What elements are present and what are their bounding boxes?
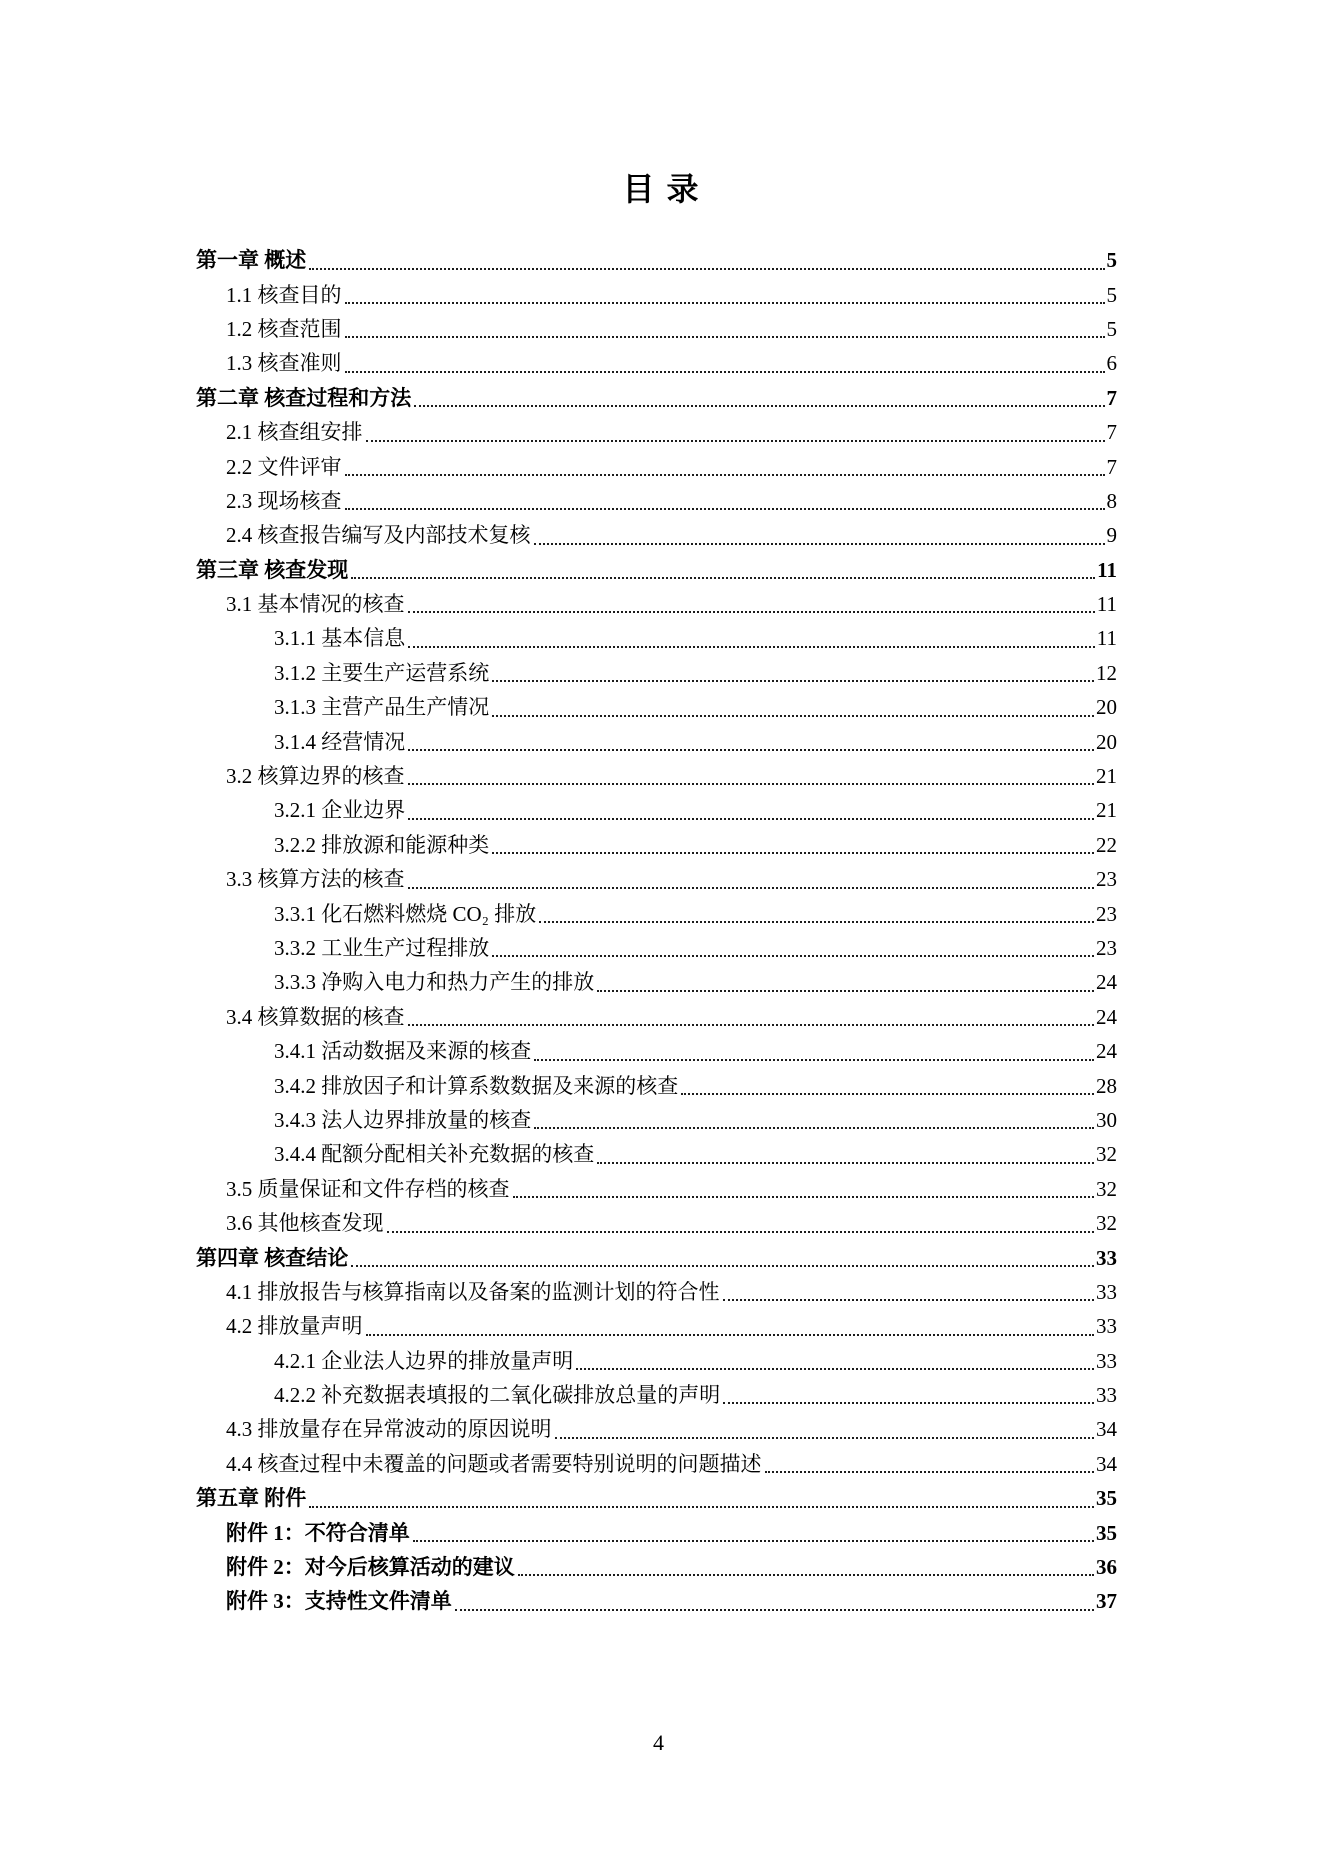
toc-dot-leader [492,931,1094,957]
toc-entry[interactable] [196,759,1117,793]
toc-entry[interactable] [196,1584,1117,1618]
toc-dot-leader [408,793,1094,819]
toc-entry-page: 7 [1106,385,1117,410]
toc-entry-page: 20 [1096,729,1117,754]
toc-entry[interactable] [196,415,1117,449]
toc-entry-page: 24 [1096,970,1117,995]
toc-entry[interactable] [196,1241,1117,1275]
toc-entry-label: 附件 2：对今后核算活动的建议 [226,1555,515,1580]
toc-dot-leader [408,587,1095,613]
toc-entry-label: 2.4 核查报告编写及内部技术复核 [226,523,531,548]
toc-dot-leader [408,1000,1095,1026]
toc-entry-page: 22 [1096,832,1117,857]
toc-entry-page: 8 [1106,488,1117,513]
toc-entry-label: 1.1 核查目的 [226,282,342,307]
toc-entry-label: 3.3.2 工业生产过程排放 [274,936,490,960]
toc-entry-page: 7 [1106,454,1117,479]
toc-entry-label: 1.2 核查范围 [226,316,342,341]
toc-dot-leader [408,862,1095,888]
toc-dot-leader [492,828,1094,854]
toc-entry[interactable] [196,518,1117,552]
toc-entry-label: 第四章 核查结论 [196,1245,349,1270]
toc-entry[interactable] [196,1516,1117,1550]
toc-entry-page: 23 [1096,867,1117,892]
toc-entry-page: 35 [1096,1520,1117,1545]
toc-dot-leader [309,243,1104,269]
toc-entry[interactable] [196,1206,1117,1240]
toc-entry-label: 3.1.2 主要生产运营系统 [274,660,490,685]
toc-entry-page: 37 [1096,1589,1117,1614]
toc-entry[interactable] [196,1069,1117,1103]
toc-entry[interactable] [196,656,1117,690]
toc-entry-page: 33 [1096,1245,1117,1270]
toc-entry-page: 32 [1096,1142,1117,1167]
toc-entry[interactable] [196,1412,1117,1446]
toc-entry-label: 第五章 附件 [196,1486,307,1511]
toc-entry[interactable] [196,897,1117,931]
toc-entry[interactable] [196,828,1117,862]
toc-entry-label: 3.4.4 配额分配相关补充数据的核查 [274,1142,595,1167]
toc-entry-page: 33 [1096,1314,1117,1339]
toc-entry-label: 3.3.3 净购入电力和热力产生的排放 [274,970,595,995]
toc-entry[interactable] [196,381,1117,415]
toc-entry[interactable] [196,450,1117,484]
toc-dot-leader [518,1550,1094,1576]
toc-entry[interactable] [196,243,1117,277]
toc-entry-page: 30 [1096,1107,1117,1132]
toc-entry-label: 2.3 现场核查 [226,488,342,513]
toc-dot-leader [681,1069,1094,1095]
toc-dot-leader [309,1481,1094,1507]
toc-entry-page: 36 [1096,1555,1117,1580]
toc-entry[interactable] [196,793,1117,827]
toc-dot-leader [492,656,1094,682]
toc-entry[interactable] [196,1447,1117,1481]
toc-entry-page: 24 [1096,1004,1117,1029]
toc-entry-label: 第一章 概述 [196,248,307,273]
toc-entry-label: 2.1 核查组安排 [226,420,363,445]
toc-dot-leader [408,725,1094,751]
toc-entry[interactable] [196,278,1117,312]
toc-entry-label: 第三章 核查发现 [196,557,349,582]
toc-dot-leader [597,965,1094,991]
toc-entry[interactable] [196,621,1117,655]
toc-entry[interactable] [196,1344,1117,1378]
toc-entry[interactable] [196,1309,1117,1343]
toc-entry-label: 4.2.2 补充数据表填报的二氧化碳排放总量的声明 [274,1383,721,1408]
toc-entry-page: 32 [1096,1211,1117,1236]
toc-entry-page: 5 [1106,248,1117,273]
toc-dot-leader [413,1516,1094,1542]
toc-entry-label: 3.2 核算边界的核查 [226,764,405,789]
toc-entry-label: 4.2 排放量声明 [226,1314,363,1339]
toc-entry-label: 4.2.1 企业法人边界的排放量声明 [274,1348,574,1373]
toc-dot-leader [534,518,1105,544]
toc-entry-page: 21 [1096,764,1117,789]
toc-entry-page: 23 [1096,936,1117,960]
toc-entry[interactable] [196,1034,1117,1068]
toc-dot-leader [345,484,1105,510]
toc-entry-page: 11 [1096,592,1117,617]
toc-entry-page: 33 [1096,1279,1117,1304]
toc-dot-leader [765,1447,1095,1473]
toc-entry-page: 20 [1096,695,1117,720]
toc-dot-leader [345,450,1105,476]
toc-entry[interactable] [196,931,1117,965]
toc-dot-leader [534,1034,1094,1060]
toc-entry-page: 11 [1097,557,1117,582]
toc-dot-leader [408,621,1095,647]
toc-dot-leader [414,381,1104,407]
toc-entry-page: 34 [1096,1451,1117,1476]
toc-entry-page: 34 [1096,1417,1117,1442]
toc-entry-page: 23 [1096,901,1117,926]
toc-dot-leader [576,1344,1094,1370]
toc-dot-leader [534,1103,1094,1129]
toc-entry[interactable] [196,587,1117,621]
toc-dot-leader [351,553,1095,579]
toc-entry[interactable] [196,862,1117,896]
toc-dot-leader [351,1241,1094,1267]
toc-entry[interactable] [196,312,1117,346]
toc-entry-label: 3.4 核算数据的核查 [226,1004,405,1029]
toc-entry-page: 33 [1096,1383,1117,1408]
toc-entry[interactable] [196,1275,1117,1309]
toc-entry[interactable] [196,346,1117,380]
toc-entry[interactable] [196,1000,1117,1034]
toc-entry-page: 5 [1106,282,1117,307]
toc-entry-label: 1.3 核查准则 [226,351,342,376]
toc-dot-leader [366,415,1105,441]
toc-dot-leader [723,1275,1095,1301]
toc-entry[interactable] [196,725,1117,759]
toc-entry[interactable] [196,484,1117,518]
toc-entry-page: 9 [1106,523,1117,548]
toc-entry-label: 3.3.1 化石燃料燃烧 CO₂ 排放 [274,901,537,926]
toc-entry-page: 35 [1096,1486,1117,1511]
toc-entry-page: 24 [1096,1039,1117,1064]
toc-entry-label: 附件 1：不符合清单 [226,1520,410,1545]
toc-entry-label: 第二章 核查过程和方法 [196,385,412,410]
toc-entry[interactable] [196,1378,1117,1412]
toc-dot-leader [597,1137,1094,1163]
toc-entry-label: 3.3 核算方法的核查 [226,867,405,892]
toc-entry-page: 11 [1096,626,1117,651]
toc-dot-leader [345,312,1105,338]
toc-entry-label: 3.1.1 基本信息 [274,626,406,651]
toc-dot-leader [345,278,1105,304]
toc-entry[interactable] [196,1172,1117,1206]
toc-dot-leader [455,1584,1094,1610]
toc-entry-page: 7 [1106,420,1117,445]
toc-dot-leader [539,897,1094,923]
toc-entry[interactable] [196,1481,1117,1515]
toc-dot-leader [555,1412,1095,1438]
toc-entry-page: 32 [1096,1176,1117,1201]
toc-entry-page: 28 [1096,1073,1117,1098]
toc-entry-page: 6 [1106,351,1117,376]
toc-entry-label: 3.4.1 活动数据及来源的核查 [274,1039,532,1064]
toc-dot-leader [723,1378,1094,1404]
toc-entry-label: 3.1.3 主营产品生产情况 [274,695,490,720]
toc-dot-leader [492,690,1094,716]
toc-entry-page: 5 [1106,316,1117,341]
toc-entry-label: 3.6 其他核查发现 [226,1211,384,1236]
toc-entry-label: 4.3 排放量存在异常波动的原因说明 [226,1417,552,1442]
page-title: 目 录 [622,171,701,207]
toc-entry-label: 3.1 基本情况的核查 [226,592,405,617]
toc-entry-label: 2.2 文件评审 [226,454,342,479]
toc-dot-leader [366,1309,1095,1335]
toc-entry-page: 21 [1096,798,1117,823]
toc-dot-leader [408,759,1095,785]
toc-entry-label: 附件 3：支持性文件清单 [226,1589,452,1614]
toc-entry[interactable] [196,1103,1117,1137]
toc-entry[interactable] [196,690,1117,724]
toc-dot-leader [513,1172,1095,1198]
toc-entry-label: 4.4 核查过程中未覆盖的问题或者需要特别说明的问题描述 [226,1451,762,1476]
toc-entry-label: 3.2.2 排放源和能源种类 [274,832,490,857]
toc-entry-page: 33 [1096,1348,1117,1373]
toc-entry[interactable] [196,1137,1117,1171]
toc-entry-page: 12 [1096,660,1117,685]
toc-entry-label: 3.4.3 法人边界排放量的核查 [274,1107,532,1132]
footer-page-number: 4 [653,1730,664,1755]
toc-entry-label: 4.1 排放报告与核算指南以及备案的监测计划的符合性 [226,1279,720,1304]
toc-dot-leader [345,346,1105,372]
toc-entry[interactable] [196,1550,1117,1584]
toc-entry[interactable] [196,553,1117,587]
toc-entry-label: 3.5 质量保证和文件存档的核查 [226,1176,510,1201]
toc-entry-label: 3.2.1 企业边界 [274,798,406,823]
toc-entry-label: 3.4.2 排放因子和计算系数数据及来源的核查 [274,1073,679,1098]
toc-entry-label: 3.1.4 经营情况 [274,729,406,754]
toc-list [196,243,1117,1619]
toc-entry[interactable] [196,965,1117,999]
toc-dot-leader [387,1206,1095,1232]
